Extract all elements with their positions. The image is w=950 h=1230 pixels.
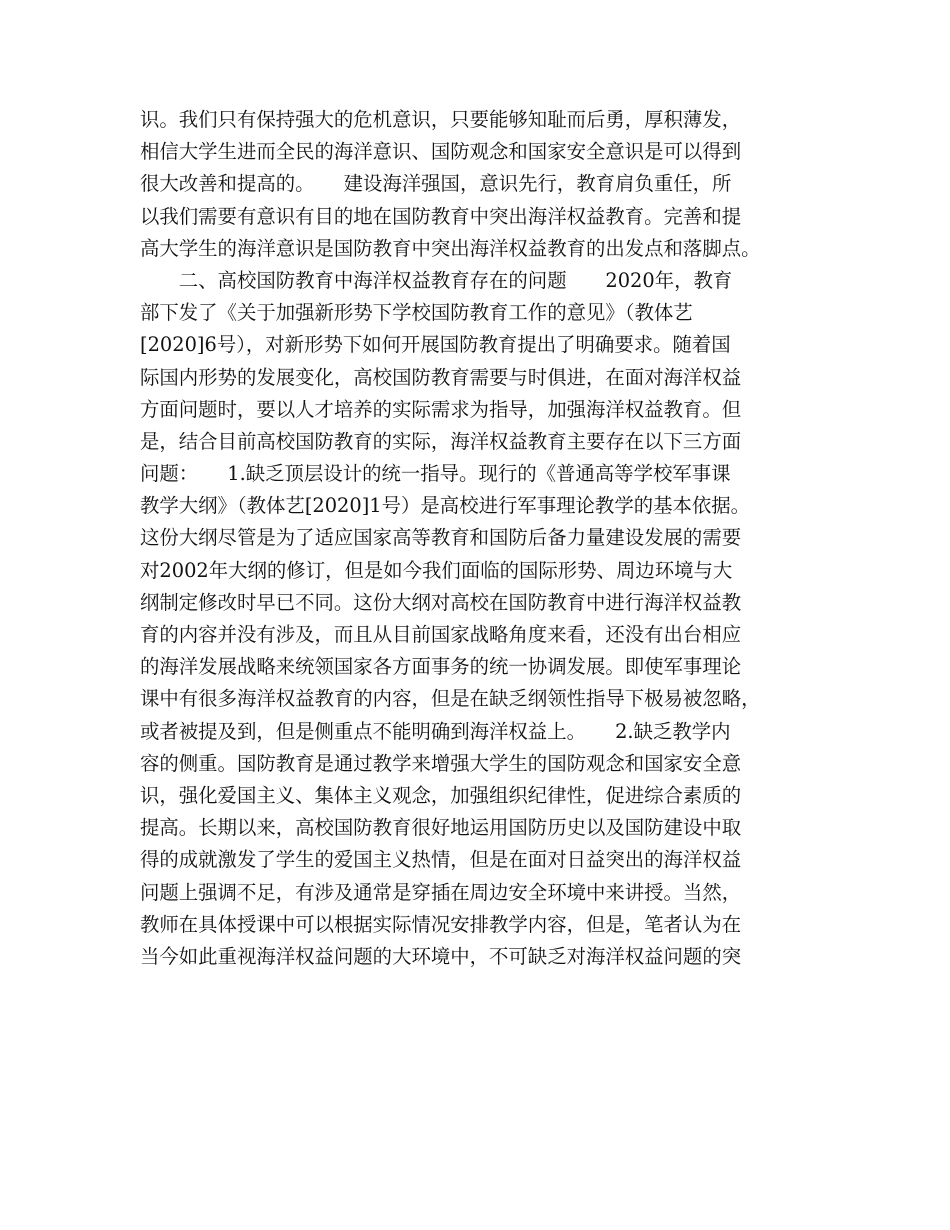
text-line: 教学大纲》（教体艺[2020]1号）是高校进行军事理论教学的基本依据。 (140, 494, 751, 518)
text-line: 教师在具体授课中可以根据实际情况安排教学内容，但是，笔者认为在 (140, 912, 742, 936)
text-line: 问题上强调不足，有涉及通常是穿插在周边安全环境中来讲授。当然， (140, 880, 742, 904)
text-line: 方面问题时，要以人才培养的实际需求为指导，加强海洋权益教育。但 (140, 397, 742, 421)
text-line: 是，结合目前高校国防教育的实际，海洋权益教育主要存在以下三方面 (140, 429, 742, 453)
text-line: 部下发了《关于加强新形势下学校国防教育工作的意见》（教体艺 (140, 301, 693, 325)
text-line: 当今如此重视海洋权益问题的大环境中，不可缺乏对海洋权益问题的突 (140, 944, 742, 968)
text-line: 际国内形势的发展变化，高校国防教育需要与时俱进，在面对海洋权益 (140, 365, 742, 389)
text-line: 容的侧重。国防教育是通过教学来增强大学生的国防观念和国家安全意 (140, 751, 742, 775)
text-line: 纲制定修改时早已不同。这份大纲对高校在国防教育中进行海洋权益教 (140, 590, 742, 614)
text-line: 识，强化爱国主义、集体主义观念，加强组织纪律性，促进综合素质的 (140, 783, 742, 807)
text-line: 这份大纲尽管是为了适应国家高等教育和国防后备力量建设发展的需要 (140, 526, 742, 550)
text-line: 或者被提及到，但是侧重点不能明确到海洋权益上。 2.缺乏教学内 (140, 719, 731, 743)
text-line: 识。我们只有保持强大的危机意识，只要能够知耻而后勇，厚积薄发， (140, 108, 742, 131)
text-line: 得的成就激发了学生的爱国主义热情，但是在面对日益突出的海洋权益 (140, 848, 742, 872)
text-line: 提高。长期以来，高校国防教育很好地运用国防历史以及国防建设中取 (140, 816, 742, 840)
text-line: 课中有很多海洋权益教育的内容，但是在缺乏纲领性指导下极易被忽略， (140, 687, 761, 711)
text-line: 以我们需要有意识有目的地在国防教育中突出海洋权益教育。完善和提 (140, 204, 742, 228)
text-line: 育的内容并没有涉及，而且从目前国家战略角度来看，还没有出台相应 (140, 623, 742, 646)
body-text (140, 104, 830, 973)
text-line: 高大学生的海洋意识是国防教育中突出海洋权益教育的出发点和落脚点。 (140, 236, 761, 260)
text-line: 二、高校国防教育中海洋权益教育存在的问题 2020年，教育 (140, 268, 733, 292)
text-line: 问题： 1.缺乏顶层设计的统一指导。现行的《普通高等学校军事课 (140, 462, 731, 486)
text-line: 相信大学生进而全民的海洋意识、国防观念和国家安全意识是可以得到 (140, 140, 742, 164)
text-line: 对2002年大纲的修订，但是如今我们面临的国际形势、周边环境与大 (140, 558, 733, 582)
text-line: [2020]6号），对新形势下如何开展国防教育提出了明确要求。随着国 (140, 333, 731, 357)
text-line: 很大改善和提高的。 建设海洋强国，意识先行，教育肩负重任，所 (140, 172, 732, 196)
text-line: 的海洋发展战略来统领国家各方面事务的统一协调发展。即使军事理论 (140, 655, 742, 679)
